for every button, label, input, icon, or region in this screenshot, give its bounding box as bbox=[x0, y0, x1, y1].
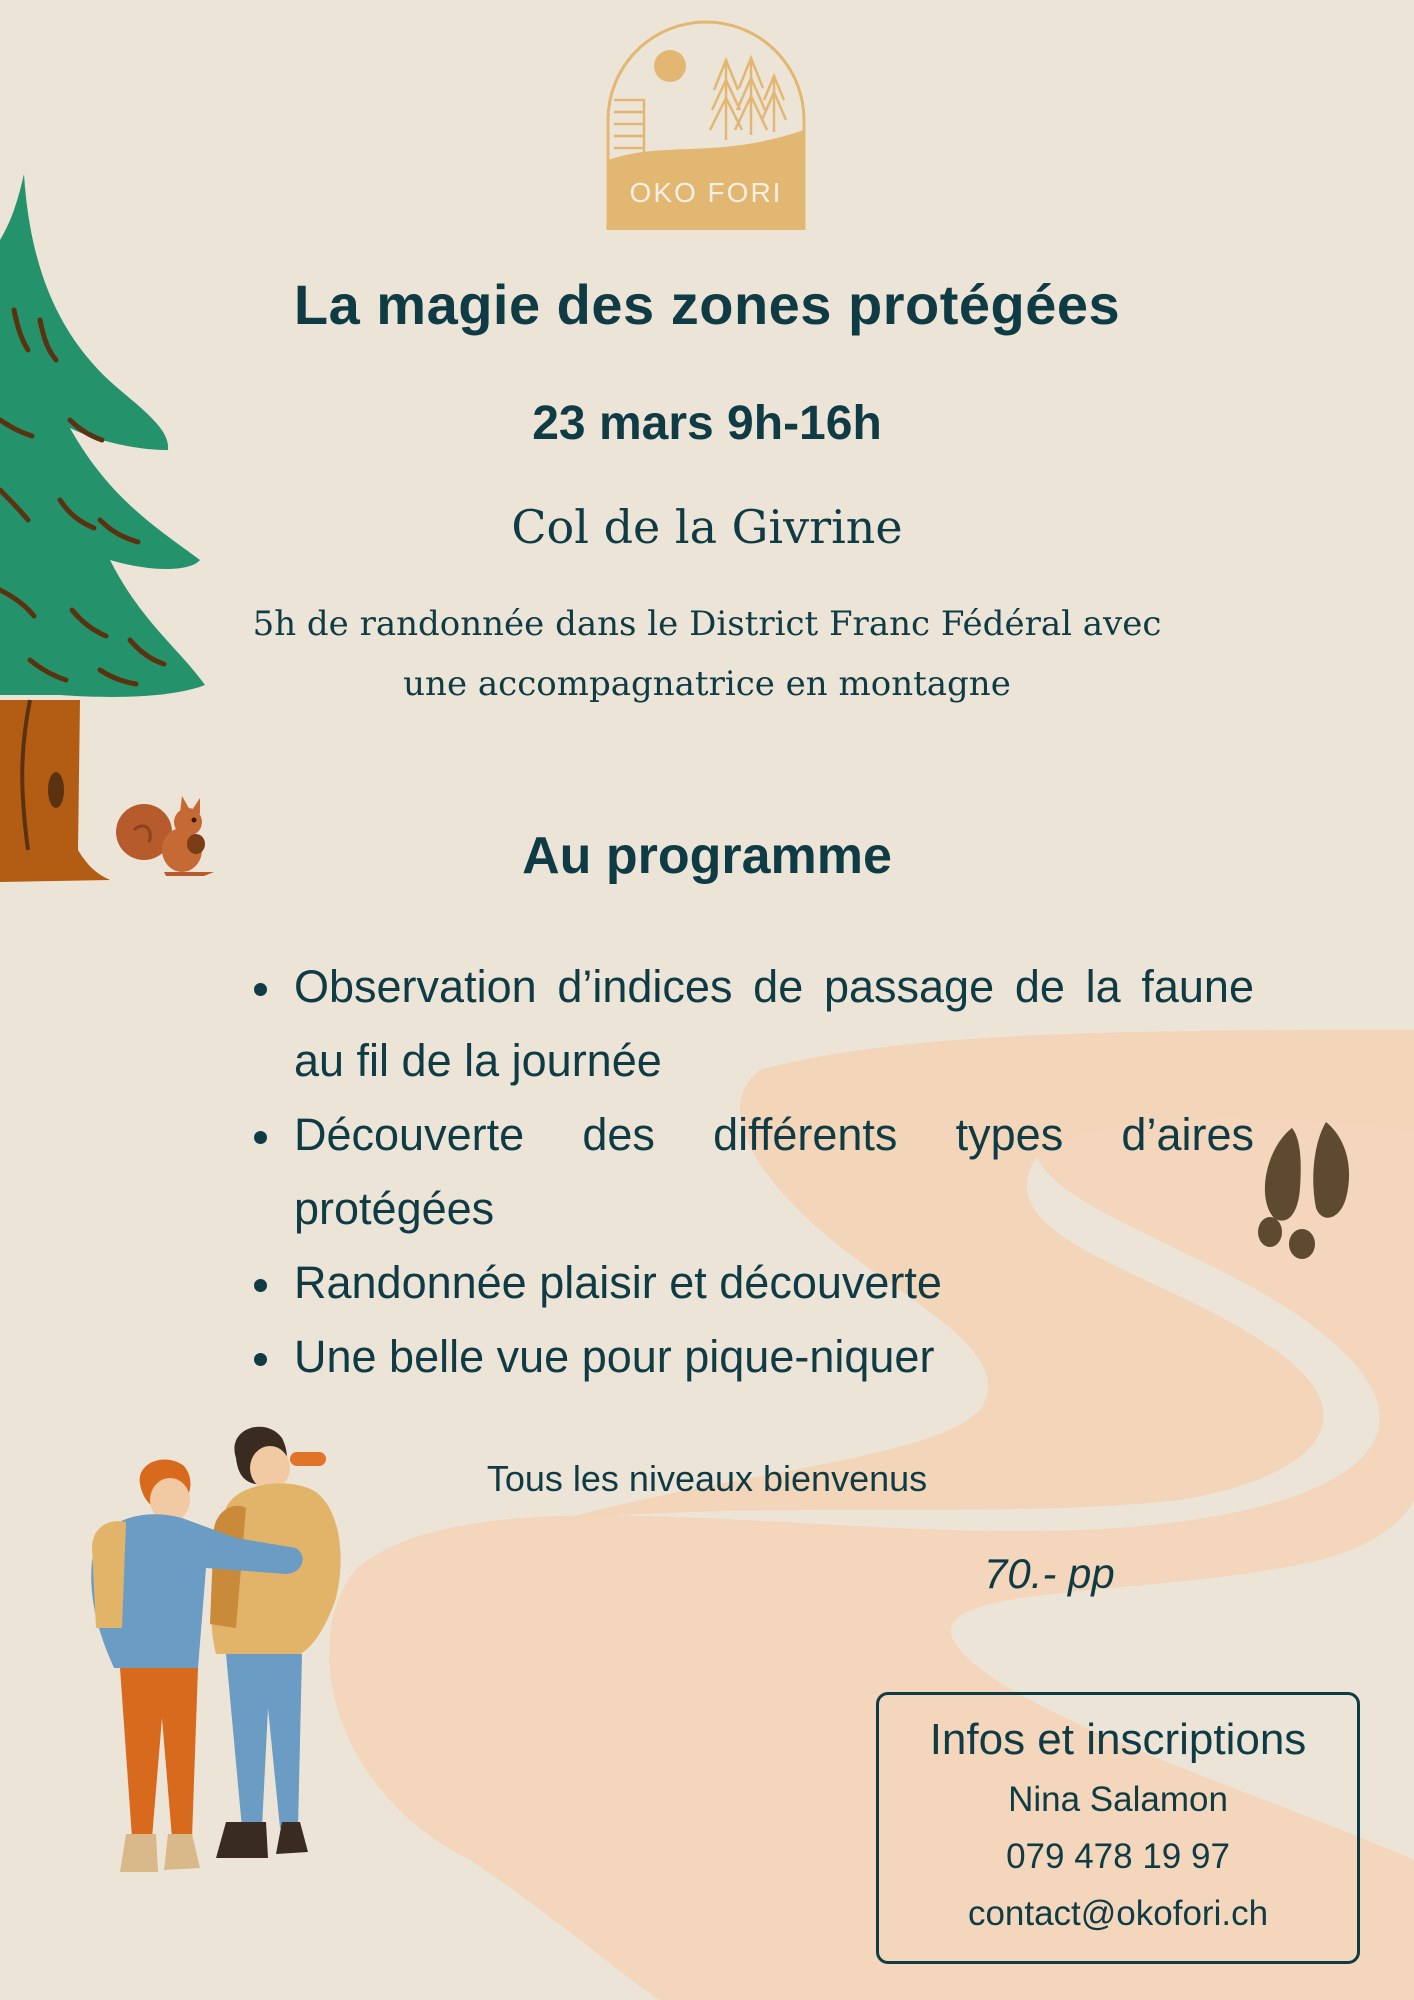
contact-box bbox=[876, 1692, 1360, 1964]
event-title: La magie des zones protégées bbox=[293, 273, 1121, 336]
event-location: Col de la Givrine bbox=[511, 500, 903, 554]
program-item: Découverte des différents types d’aires protégées bbox=[294, 1098, 1254, 1246]
program-item: Randonnée plaisir et découverte bbox=[294, 1246, 1254, 1320]
event-description bbox=[200, 594, 1214, 714]
contact-phone[interactable]: 079 478 19 97 bbox=[1006, 1837, 1230, 1876]
event-date: 23 mars 9h-16h bbox=[532, 397, 882, 450]
description-line: une accompagnatrice en montagne bbox=[403, 664, 1011, 704]
contact-name: Nina Salamon bbox=[1008, 1780, 1228, 1819]
levels-note: Tous les niveaux bienvenus bbox=[486, 1458, 928, 1499]
program-list bbox=[244, 950, 1254, 1394]
description-line: 5h de randonnée dans le District Franc Fédéral avec bbox=[252, 604, 1162, 644]
oko-fori-logo bbox=[606, 20, 806, 232]
program-item: Une belle vue pour pique-niquer bbox=[294, 1320, 1254, 1394]
logo-text: OKO FORI bbox=[629, 177, 783, 208]
program-heading: Au programme bbox=[522, 827, 892, 885]
contact-title: Infos et inscriptions bbox=[929, 1715, 1307, 1764]
hikers-with-binoculars-illustration bbox=[86, 1418, 366, 1898]
hoof-print-icon bbox=[1254, 1118, 1364, 1268]
program-item: Observation d’indices de passage de la faune au fil de la journée bbox=[294, 950, 1254, 1098]
contact-email[interactable]: contact@okofori.ch bbox=[967, 1894, 1269, 1933]
price: 70.- pp bbox=[984, 1550, 1115, 1597]
